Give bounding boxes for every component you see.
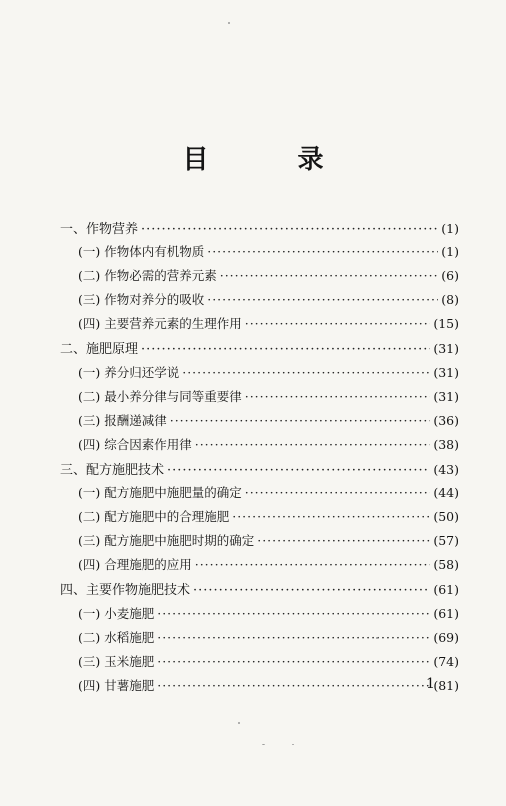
toc-subsection-entry	[60, 242, 459, 266]
toc-entry-label: (四) 综合因素作用律	[78, 436, 192, 452]
toc-entry-page: (57)	[433, 533, 459, 549]
toc-subsection-entry	[60, 387, 459, 411]
toc-entry-page: (74)	[433, 653, 459, 669]
dot-leader	[207, 244, 438, 259]
toc-entry-page: (61)	[433, 605, 459, 621]
dot-leader	[195, 437, 431, 452]
toc-chapter-entry	[60, 338, 459, 362]
toc-entry-page: (36)	[433, 412, 459, 428]
toc-chapter-entry	[60, 579, 459, 603]
toc-entry-page: (1)	[441, 221, 459, 236]
toc-subsection-entry	[60, 314, 459, 338]
dot-leader	[193, 583, 430, 598]
toc-entry-page: (31)	[433, 388, 459, 404]
toc-entry-page: (8)	[441, 292, 459, 308]
toc-subsection-entry	[60, 628, 459, 652]
table-of-contents	[60, 218, 459, 700]
dot-leader	[182, 365, 430, 380]
toc-entry-page: (58)	[433, 557, 459, 573]
toc-entry-page: (44)	[433, 485, 459, 501]
scan-speck	[292, 744, 294, 745]
toc-entry-label: 四、主要作物施肥技术	[60, 583, 191, 599]
dot-leader	[157, 606, 430, 621]
dot-leader	[245, 389, 431, 404]
dot-leader	[232, 509, 430, 524]
toc-subsection-entry	[60, 363, 459, 387]
dot-leader	[170, 413, 431, 428]
toc-entry-label: (三) 配方施肥中施肥时期的确定	[78, 533, 255, 549]
toc-chapter-entry	[60, 218, 459, 242]
dot-leader	[195, 557, 431, 572]
scan-speck	[262, 744, 265, 745]
toc-subsection-entry	[60, 435, 459, 459]
dot-leader	[157, 654, 430, 669]
toc-subsection-entry	[60, 507, 459, 531]
toc-entry-page: (6)	[441, 268, 459, 284]
toc-entry-label: (二) 最小养分律与同等重要律	[78, 388, 242, 404]
toc-entry-page: (31)	[433, 364, 459, 380]
toc-subsection-entry	[60, 604, 459, 628]
toc-entry-label: (一) 养分归还学说	[78, 364, 180, 380]
toc-entry-page: (1)	[441, 244, 459, 260]
toc-entry-label: (二) 作物必需的营养元素	[78, 268, 217, 284]
dot-leader	[207, 292, 438, 307]
toc-entry-page: (38)	[433, 436, 459, 452]
toc-entry-label: (二) 配方施肥中的合理施肥	[78, 509, 230, 525]
page-number: 1	[426, 676, 435, 692]
toc-subsection-entry	[60, 531, 459, 555]
scan-speck	[228, 22, 230, 24]
toc-entry-page: (15)	[433, 316, 459, 332]
toc-entry-label: (四) 甘薯施肥	[78, 677, 155, 693]
toc-entry-page: (81)	[433, 677, 459, 693]
toc-entry-page: (61)	[433, 582, 459, 598]
toc-entry-label: (三) 作物对养分的吸收	[78, 292, 205, 308]
toc-entry-label: (四) 主要营养元素的生理作用	[78, 316, 242, 332]
toc-subsection-entry	[60, 676, 459, 700]
toc-subsection-entry	[60, 290, 459, 314]
toc-entry-label: 三、配方施肥技术	[60, 462, 165, 478]
toc-entry-page: (31)	[433, 341, 459, 357]
toc-entry-label: (三) 玉米施肥	[78, 653, 155, 669]
scan-speck	[238, 722, 240, 724]
dot-leader	[257, 533, 430, 548]
scan-speck	[376, 637, 378, 639]
toc-entry-label: (一) 配方施肥中施肥量的确定	[78, 485, 242, 501]
toc-entry-label: (二) 水稻施肥	[78, 629, 155, 645]
toc-subsection-entry	[60, 483, 459, 507]
toc-entry-label: (四) 合理施肥的应用	[78, 557, 192, 573]
toc-entry-page: (50)	[433, 509, 459, 525]
toc-subsection-entry	[60, 555, 459, 579]
toc-subsection-entry	[60, 266, 459, 290]
dot-leader	[141, 342, 430, 357]
dot-leader	[220, 268, 439, 283]
toc-entry-label: (三) 报酬递减律	[78, 412, 167, 428]
toc-subsection-entry	[60, 411, 459, 435]
toc-subsection-entry	[60, 652, 459, 676]
toc-entry-label: 一、作物营养	[60, 222, 139, 237]
toc-chapter-entry	[60, 459, 459, 483]
toc-entry-label: (一) 小麦施肥	[78, 605, 155, 621]
toc-entry-page: (69)	[433, 629, 459, 645]
dot-leader	[167, 463, 430, 478]
dot-leader	[141, 222, 438, 237]
toc-entry-label: (一) 作物体内有机物质	[78, 244, 205, 260]
dot-leader	[245, 316, 431, 331]
page-title: 目 录	[182, 145, 364, 175]
toc-entry-page: (43)	[433, 461, 459, 477]
dot-leader	[245, 485, 431, 500]
dot-leader	[157, 630, 430, 645]
toc-entry-label: 二、施肥原理	[60, 342, 139, 358]
dot-leader	[157, 678, 430, 693]
